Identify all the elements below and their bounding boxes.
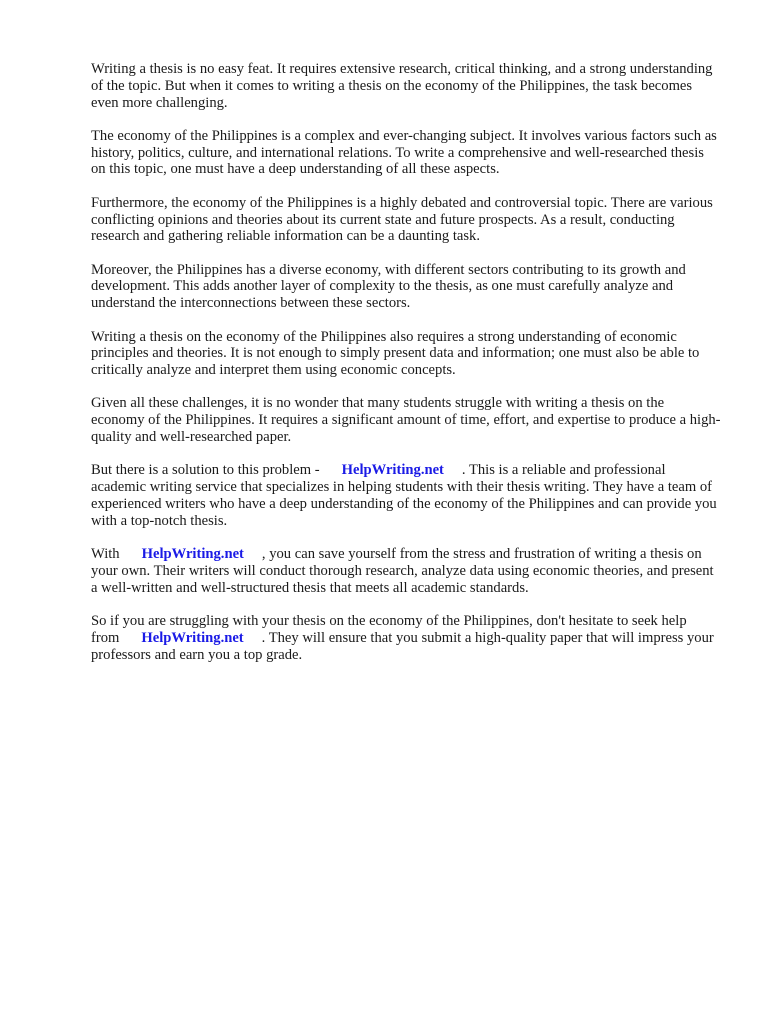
helpwriting-link-3[interactable]: HelpWriting.net	[141, 629, 244, 646]
paragraph-3: Furthermore, the economy of the Philippines is a highly debated and controversial topic. There are various conflicting opinions and theories about its current state and future prospects. As a result, conducting research and gathering reliable information can be a daunting task.	[91, 194, 713, 245]
paragraph-7-text-start: But there is a solution to this problem -	[91, 462, 320, 479]
paragraph-8-text-end: , you can save yourself from the stress and frustration of writing a thesis on your own. Their writers will conduct thorough research, analyze data using economic theories, and present a well-written and well-structured thesis that meets all academic standards.	[91, 546, 714, 596]
paragraph-8-text-start: With	[91, 546, 120, 563]
paragraph-9-text-start: So if you are struggling with your thesis on the economy of the Philippines, don't hesitate to seek help from	[91, 612, 687, 646]
paragraph-7-text-end: . This is a reliable and professional academic writing service that specializes in helping students with their thesis writing. They have a team of experienced writers who have a deep understanding of the economy of the Philippines and can provide you with a top-notch thesis.	[91, 462, 717, 529]
paragraph-4: Moreover, the Philippines has a diverse economy, with different sectors contributing to its growth and development. This adds another layer of complexity to the thesis, as one must carefully analyze and understand the interconnections between these sectors.	[91, 261, 686, 312]
paragraph-1: Writing a thesis is no easy feat. It requires extensive research, critical thinking, and a strong understanding of the topic. But when it comes to writing a thesis on the economy of the Philippines, the task becomes even more challenging.	[91, 61, 713, 111]
document-body	[91, 61, 721, 680]
helpwriting-link-1[interactable]: HelpWriting.net	[341, 462, 444, 479]
helpwriting-link-2[interactable]: HelpWriting.net	[141, 546, 244, 563]
paragraph-9-text-end: . They will ensure that you submit a high-quality paper that will impress your professors and earn you a top grade.	[91, 629, 714, 663]
paragraph-2: The economy of the Philippines is a complex and ever-changing subject. It involves various factors such as history, politics, culture, and international relations. To write a comprehensive and well-researched thesis on this topic, one must have a deep understanding of all these aspects.	[91, 127, 717, 178]
paragraph-8	[91, 546, 721, 596]
paragraph-7	[91, 462, 721, 529]
paragraph-9	[91, 613, 721, 663]
paragraph-6: Given all these challenges, it is no wonder that many students struggle with writing a thesis on the economy of the Philippines. It requires a significant amount of time, effort, and expertise to produce a high-quality and well-researched paper.	[91, 395, 721, 446]
paragraph-5: Writing a thesis on the economy of the Philippines also requires a strong understanding of economic principles and theories. It is not enough to simply present data and information; one must also be able to critically analyze and interpret them using economic concepts.	[91, 328, 700, 379]
